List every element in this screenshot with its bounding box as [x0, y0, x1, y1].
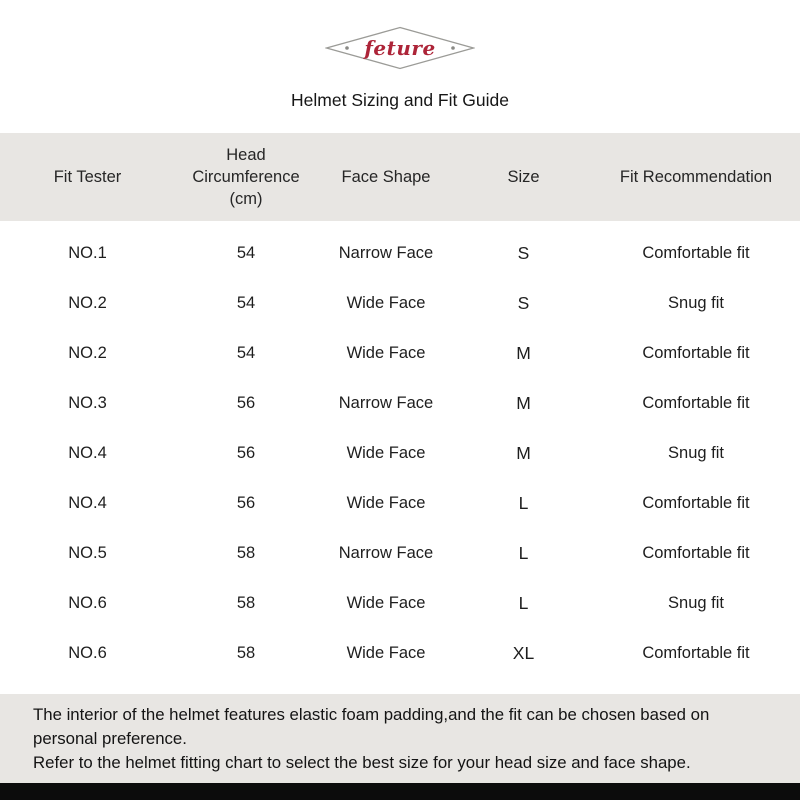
sizing-table	[0, 133, 800, 678]
cell-head-circumference: 56	[236, 493, 256, 512]
cell-head-circumference: 54	[236, 243, 256, 262]
cell-size: XL	[512, 642, 535, 663]
cell-face-shape: Wide Face	[346, 343, 426, 362]
cell-fit-recommendation: Comfortable fit	[642, 493, 750, 512]
table-row	[0, 628, 800, 678]
cell-head-circumference: 56	[236, 443, 256, 462]
table-row	[0, 378, 800, 428]
page-title: Helmet Sizing and Fit Guide	[291, 90, 509, 110]
cell-face-shape: Wide Face	[346, 493, 426, 512]
cell-face-shape: Wide Face	[346, 443, 426, 462]
table-row	[0, 228, 800, 278]
column-header-size: Size	[507, 167, 540, 186]
cell-size: M	[516, 342, 531, 363]
cell-head-circumference: 58	[236, 593, 256, 612]
cell-fit-recommendation: Snug fit	[668, 593, 724, 612]
cell-face-shape: Wide Face	[346, 643, 426, 662]
column-header-fit-recommendation: Fit Recommendation	[619, 167, 773, 186]
cell-fit-tester: NO.4	[68, 493, 107, 512]
table-row	[0, 528, 800, 578]
cell-size: M	[516, 392, 531, 413]
footer-note	[0, 694, 800, 783]
cell-size: S	[517, 292, 530, 313]
cell-face-shape: Narrow Face	[338, 243, 434, 262]
cell-head-circumference: 54	[236, 343, 256, 362]
cell-fit-tester: NO.3	[68, 393, 107, 412]
cell-face-shape: Narrow Face	[338, 543, 434, 562]
footer-line-1: The interior of the helmet features elastic foam padding,and the fit can be chosen based on personal preference.	[33, 704, 710, 748]
cell-fit-tester: NO.2	[68, 293, 107, 312]
cell-fit-recommendation: Snug fit	[668, 293, 724, 312]
cell-size: S	[517, 242, 530, 263]
cell-head-circumference: 58	[236, 543, 256, 562]
cell-fit-tester: NO.6	[68, 593, 107, 612]
table-row	[0, 428, 800, 478]
table-row	[0, 478, 800, 528]
cell-fit-recommendation: Comfortable fit	[642, 543, 750, 562]
table-row	[0, 328, 800, 378]
cell-fit-recommendation: Comfortable fit	[642, 643, 750, 662]
cell-fit-recommendation: Comfortable fit	[642, 243, 750, 262]
cell-face-shape: Wide Face	[346, 593, 426, 612]
column-header-fit-tester: Fit Tester	[53, 167, 122, 186]
table-body	[0, 228, 800, 678]
cell-head-circumference: 56	[236, 393, 256, 412]
cell-fit-recommendation: Comfortable fit	[642, 393, 750, 412]
table-header-row	[0, 133, 800, 221]
cell-fit-tester: NO.1	[68, 243, 107, 262]
cell-fit-tester: NO.2	[68, 343, 107, 362]
cell-face-shape: Narrow Face	[338, 393, 434, 412]
cell-head-circumference: 54	[236, 293, 256, 312]
cell-size: L	[518, 492, 529, 513]
cell-fit-recommendation: Snug fit	[668, 443, 724, 462]
cell-size: L	[518, 592, 529, 613]
cell-fit-tester: NO.5	[68, 543, 107, 562]
cell-fit-tester: NO.4	[68, 443, 107, 462]
table-row	[0, 578, 800, 628]
footer-line-2: Refer to the helmet fitting chart to select the best size for your head size and face shape.	[33, 752, 691, 772]
table-row	[0, 278, 800, 328]
cell-face-shape: Wide Face	[346, 293, 426, 312]
cell-size: L	[518, 542, 529, 563]
cell-head-circumference: 58	[236, 643, 256, 662]
cell-fit-tester: NO.6	[68, 643, 107, 662]
bottom-bar	[0, 783, 800, 800]
column-header-face-shape: Face Shape	[341, 167, 431, 186]
cell-fit-recommendation: Comfortable fit	[642, 343, 750, 362]
column-header-head-circumference: Head Circumference (cm)	[192, 145, 300, 209]
spacer	[0, 678, 800, 694]
brand-logo-text: feture	[364, 36, 436, 60]
cell-size: M	[516, 442, 531, 463]
brand-logo	[325, 26, 475, 70]
